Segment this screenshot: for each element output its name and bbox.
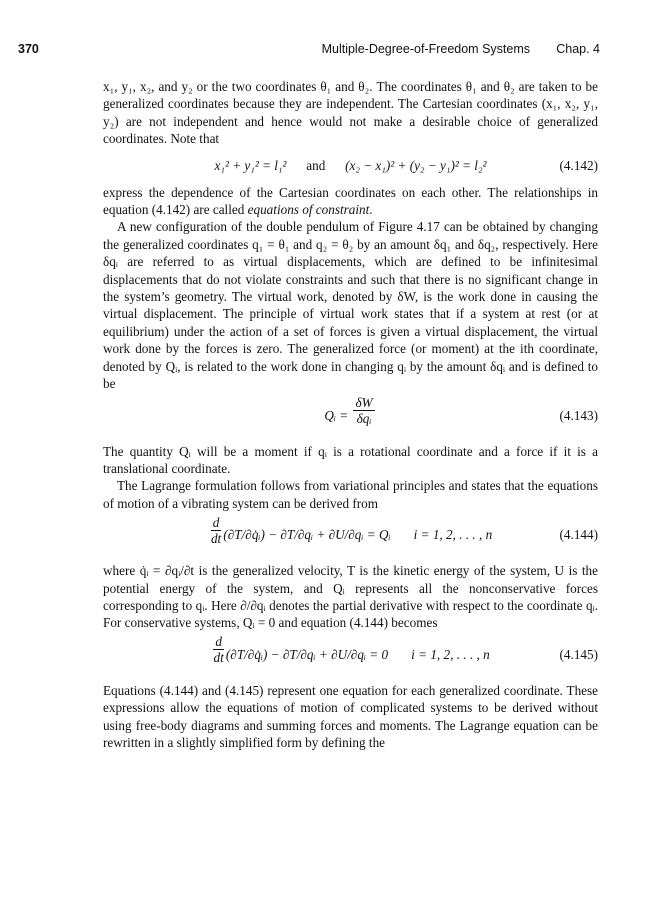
paragraph-2-text: express the dependence of the Cartesian coordinates on each other. The relationships in equation (4.142) are called <box>103 184 598 218</box>
equation-4-144 <box>103 516 598 558</box>
running-title: Multiple-Degree-of-Freedom Systems <box>321 42 530 56</box>
equation-number: (4.145) <box>559 646 598 662</box>
eq143-numerator: δW <box>355 394 373 410</box>
eq143-denominator: δqᵢ <box>356 410 372 426</box>
paragraph-2 <box>103 184 598 219</box>
eq142-and: and <box>306 157 326 173</box>
eq143-fraction <box>353 395 374 426</box>
equation-4-143 <box>103 394 598 439</box>
paragraph-7: Equations (4.144) and (4.145) represent one equation for each generalized coordinate. These expressions allow the equations of motion of complicated systems to be derived without using free-body diagrams and summing forces and moments. The Lagrange equation can be rewritten in a slightly simplified form by defining the <box>103 682 598 750</box>
eq145-rest: − ∂T/∂qᵢ + ∂U/∂qᵢ = 0 <box>270 646 389 662</box>
eq145-d: d <box>215 634 222 650</box>
equation-number: (4.144) <box>559 527 598 543</box>
eq142-right: (x₂ − x₁)² + (y₂ − y₁)² = l₂² <box>345 157 487 173</box>
equation-4-145 <box>103 636 598 678</box>
eq144-rest: − ∂T/∂qᵢ + ∂U/∂qᵢ = Qᵢ <box>268 527 391 543</box>
paragraph-4: The quantity Qᵢ will be a moment if qᵢ is a rotational coordinate and a force if it is a translational coordinate. <box>103 443 598 476</box>
paragraph-3: A new configuration of the double pendulum of Figure 4.17 can be obtained by changing the generalized coordinates q₁ = θ₁ and q₂ = θ₂ by an amount δq₁ and δq₂, respectively. Here δqᵢ are referred to as virtual displacements, which are defined to be infinitesimal displacements that do not violate constraints and such that there is no significant change in the system’s geometry. The virtual work, denoted by δW, is the work done in causing the virtual displacement. The principle of virtual work states that if a system at rest (or at equilibrium) under the action of a set of forces is given a virtual displacement, the virtual work done by the forces is zero. The generalized force (or moment) at the ith coordinate, denoted by Qᵢ, is related to the work done in changing qᵢ by the amount δqᵢ and is defined to be <box>103 219 598 392</box>
eq144-d: d <box>212 514 220 530</box>
paragraph-5: The Lagrange formulation follows from variational principles and states that the equations of motion of a vibrating system can be derived from <box>103 478 598 511</box>
paragraph-2-emphasis: equations of constraint <box>247 202 370 218</box>
paragraph-2-end: . <box>369 202 373 218</box>
equation-number: (4.143) <box>559 407 598 423</box>
eq144-range: i = 1, 2, . . . , n <box>413 527 493 543</box>
paragraph-6: where q̇ᵢ = ∂qᵢ/∂t is the generalized velocity, T is the kinetic energy of the system, U is the potential energy of the system, and Qᵢ represents all the nonconservative forces corresponding to qᵢ. Here ∂/∂qᵢ denotes the partial derivative with respect to the coordinate qᵢ. For conservative systems, Qᵢ = 0 and equation (4.144) becomes <box>103 563 598 631</box>
paragraph-1: x₁, y₁, x₂, and y₂ or the two coordinates θ₁ and θ₂. The coordinates θ₁ and θ₂ are taken to be generalized coordinates because they are independent. The Cartesian coordinates (x₁, x₂, y₁, y₂) are not independent and hence would not make a desirable choice of generalized coordinates. Note that <box>103 79 598 147</box>
eq145-dt: dt <box>213 650 224 666</box>
eq142-left: x₁² + y₁² = l₁² <box>214 157 287 173</box>
page-number: 370 <box>18 42 39 56</box>
equation-4-142 <box>103 152 598 180</box>
eq143-lhs: Qᵢ = <box>324 407 349 423</box>
equation-number: (4.142) <box>559 157 598 173</box>
page-body <box>103 78 598 751</box>
eq145-paren: (∂T/∂q̇ᵢ) <box>225 646 268 662</box>
eq144-dt: dt <box>210 530 222 546</box>
eq144-derivative <box>211 515 222 546</box>
eq145-derivative <box>213 634 224 665</box>
eq144-paren: (∂T/∂q̇ᵢ) <box>223 527 265 543</box>
running-header <box>18 42 600 60</box>
chapter-label: Chap. 4 <box>556 42 600 56</box>
eq145-range: i = 1, 2, . . . , n <box>411 646 490 662</box>
